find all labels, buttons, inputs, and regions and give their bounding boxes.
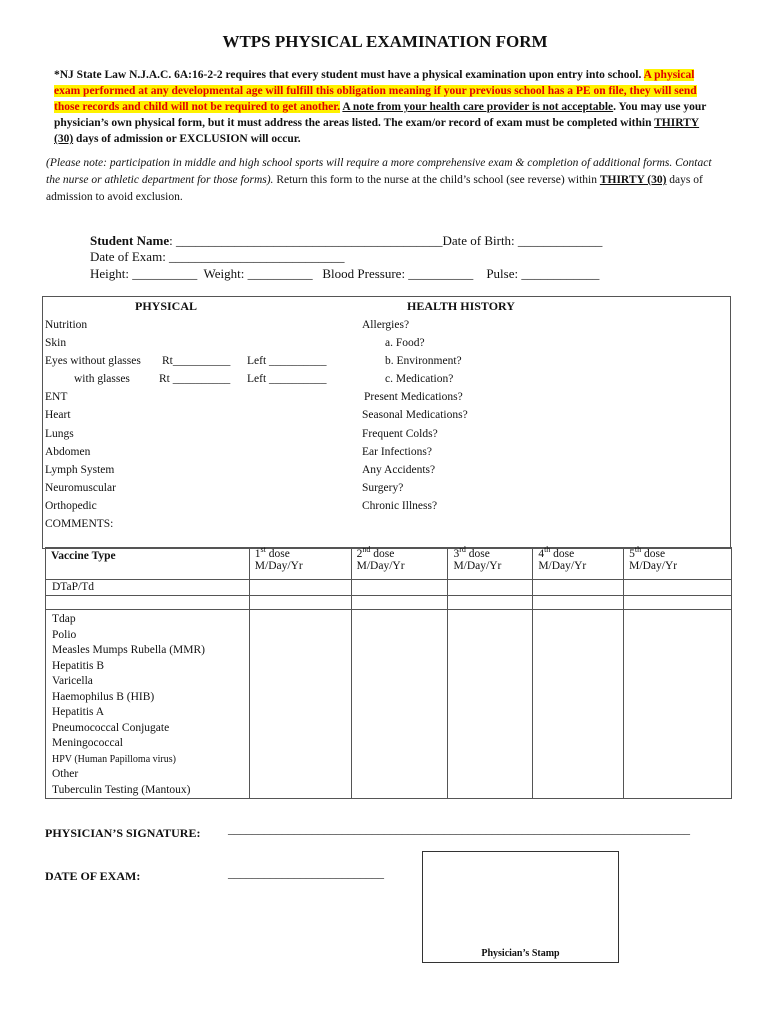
vaccine-row-blank [46,596,732,610]
vaccine-list-row [46,610,732,799]
vaccine-name: Other [52,768,79,780]
history-item-food: a. Food? [385,337,425,349]
law-notice [54,67,716,147]
weight-field[interactable]: Weight: __________ [203,266,313,281]
vaccine-name: Tuberculin Testing (Mantoux) [52,783,191,796]
vaccine-name: Haemophilus B (HIB) [52,690,155,703]
exam-item-with-glasses: with glasses [74,373,130,385]
history-item-surgery: Surgery? [362,482,404,494]
health-history-header: HEALTH HISTORY [407,299,515,313]
glasses-left-field[interactable]: Left __________ [247,373,327,385]
pulse-field[interactable]: Pulse: ____________ [486,266,600,281]
exam-item-lymph: Lymph System [45,464,115,476]
dose-3-header: 3rd dose M/Day/Yr [448,548,533,580]
dose-cell[interactable] [624,610,732,799]
exam-date-field[interactable]: Date of Exam: ___________________________ [90,249,345,264]
thirty-days: THIRTY (30) [54,117,700,145]
history-item-colds: Frequent Colds? [362,428,438,440]
dose-cell[interactable] [624,580,732,596]
note-end: days of admission to avoid exclusion. [46,174,703,203]
student-name-row [90,232,690,249]
physician-signature-label: PHYSICIAN’S SIGNATURE: [45,826,201,840]
dose-cell[interactable] [351,580,448,596]
student-name-field[interactable]: : _________________________________________ [169,233,443,248]
dose-cell[interactable] [533,596,624,610]
provider-note: A note from your health care provider is not acceptable [342,101,614,113]
exam-item-eyes-without-glasses: Eyes without glasses [45,355,141,367]
exam-item-nutrition: Nutrition [45,319,88,331]
comments-label: COMMENTS: [45,518,114,530]
history-item-present-meds: Present Medications? [364,391,463,403]
vaccine-row-dtap [46,580,732,596]
vaccine-list [46,610,250,799]
dob-field[interactable]: Date of Birth: _____________ [442,233,603,248]
exam-item-ent: ENT [45,391,68,403]
dose-cell[interactable] [448,610,533,799]
vaccine-type-header: Vaccine Type [46,548,250,580]
dose-2-header: 2nd dose M/Day/Yr [351,548,448,580]
vaccine-name: Hepatitis B [52,659,105,672]
blood-pressure-field[interactable]: Blood Pressure: __________ [322,266,474,281]
vaccine-name: Hepatitis A [52,706,105,718]
exclusion-text: days of admission or EXCLUSION will occur. [76,133,301,145]
history-item-medication: c. Medication? [385,373,454,385]
dose-cell[interactable] [351,610,448,799]
law-text: *NJ State Law N.J.A.C. 6A:16-2-2 requires that every student must have a physical examination upon entry into school. [54,69,642,81]
history-item-ear-infections: Ear Infections? [362,446,432,458]
form-title: WTPS PHYSICAL EXAMINATION FORM [222,32,548,51]
history-item-environment: b. Environment? [385,355,462,367]
eyes-left-field[interactable]: Left __________ [247,355,327,367]
date-of-exam-line[interactable]: __________________________ [228,866,384,880]
vaccine-name: Meningococcal [52,737,123,749]
dose-cell[interactable] [448,596,533,610]
vaccine-name: Tdap [52,613,76,625]
physician-form-text: . You may use your physician’s own physical form, but it must address the areas listed. The exam/or record of exam must be completed within [54,101,707,129]
student-name-label: Student Name [90,233,170,248]
note-italic: (Please note: participation in middle and high school sports will require a more comprehensive exam & completion of additional forms. Contact the nurse or athletic department for those forms). [46,157,712,186]
dose-5-header: 5th dose M/Day/Yr [624,548,732,580]
exam-item-lungs: Lungs [45,428,74,440]
dose-cell[interactable] [249,580,351,596]
vaccine-name: Polio [52,628,77,641]
dose-1-header: 1st dose M/Day/Yr [249,548,351,580]
vaccine-name-dtap: DTaP/Td [46,580,250,596]
vaccine-name: HPV (Human Papilloma virus) [52,753,176,765]
vaccine-name: Measles Mumps Rubella (MMR) [52,644,206,656]
vitals-row [90,265,690,282]
physical-header: PHYSICAL [135,299,198,313]
dose-cell[interactable] [624,596,732,610]
date-of-exam-label: DATE OF EXAM: [45,869,141,883]
exam-item-abdomen: Abdomen [45,446,91,458]
blank-cell [46,596,250,610]
note-return: Return this form to the nurse at the child’s school (see reverse) within [273,174,600,186]
exam-item-neuromuscular: Neuromuscular [45,482,116,494]
vaccine-name: Varicella [52,675,93,687]
exam-item-skin: Skin [45,337,67,349]
height-field[interactable]: Height: __________ [90,266,198,281]
dose-cell[interactable] [249,610,351,799]
note-thirty: THIRTY (30) [599,174,667,186]
exam-item-orthopedic: Orthopedic [45,500,97,512]
dose-cell[interactable] [533,610,624,799]
history-item-accidents: Any Accidents? [362,464,436,476]
exam-item-heart: Heart [45,409,71,421]
vaccine-header-row [46,548,732,580]
eyes-rt-field[interactable]: Rt__________ [162,355,231,367]
history-item-allergies: Allergies? [362,319,410,331]
dose-4-header: 4th dose M/Day/Yr [533,548,624,580]
sports-note [46,155,716,206]
physician-signature-line[interactable]: _____________________________________________________________________________ [228,822,690,836]
dose-cell[interactable] [351,596,448,610]
history-item-chronic-illness: Chronic Illness? [362,500,438,512]
vaccine-name: Pneumococcal Conjugate [52,721,170,734]
dose-cell[interactable] [533,580,624,596]
physician-stamp-label: Physician’s Stamp [481,948,560,959]
highlighted-notice: A physical exam performed at any developmental age will fulfill this obligation meaning if your previous school has a PE on file, they will send those records and child will not be required to get another. [54,69,697,113]
dose-cell[interactable] [249,596,351,610]
dose-cell[interactable] [448,580,533,596]
vaccine-table [45,547,732,799]
physician-stamp-box[interactable] [422,851,619,963]
glasses-rt-field[interactable]: Rt __________ [159,373,231,385]
history-item-seasonal-meds: Seasonal Medications? [362,409,468,421]
